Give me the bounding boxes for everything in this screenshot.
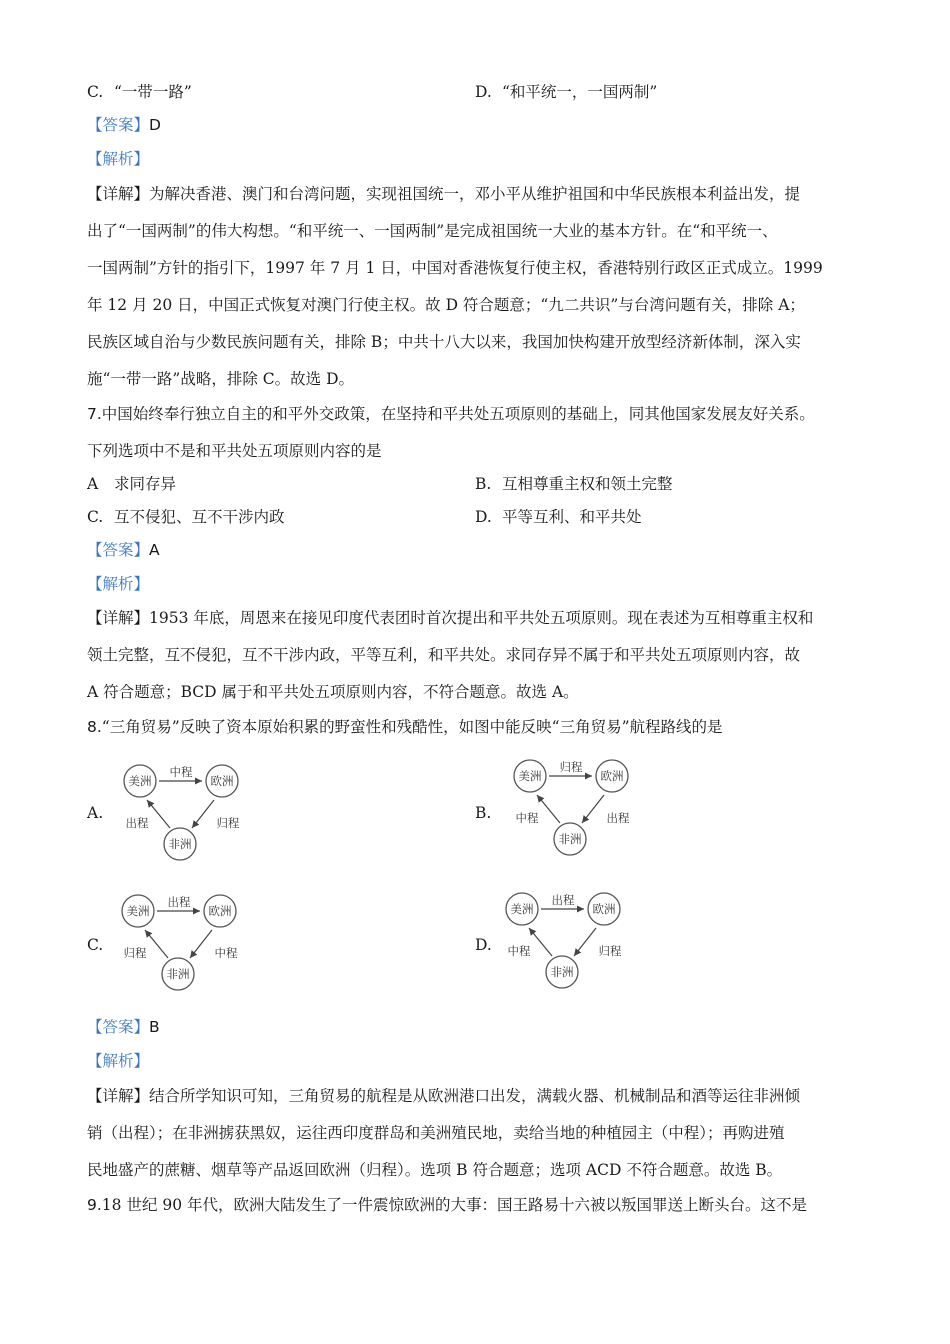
q8-stem xyxy=(87,717,723,737)
q8-detail-line-1 xyxy=(87,1086,800,1106)
option-text: 互相尊重主权和领土完整 xyxy=(501,475,673,493)
node-africa-label: 非洲 xyxy=(166,967,190,981)
answer-tag: 【答案】 xyxy=(87,541,150,559)
stem-text: 18 世纪 90 年代，欧洲大陆发生了一件震惊欧洲的大事：国王路易十六被以叛国罪送上断头台。这不是 xyxy=(101,1196,808,1214)
q6-analysis-tag xyxy=(87,149,149,169)
arrow-left xyxy=(147,800,170,828)
diagram-c xyxy=(113,888,253,996)
q7-stem-line-1 xyxy=(87,404,815,424)
q6-detail-line-4: 年 12 月 20 日，中国正式恢复对澳门行使主权。故 D 符合题意；“九二共识”与台湾问题有关，排除 A； xyxy=(87,296,805,314)
q7-stem-line-2: 下列选项中不是和平共处五项原则内容的是 xyxy=(87,442,382,460)
route-top-label: 出程 xyxy=(551,893,575,907)
diagram-d-letter: D. xyxy=(475,936,492,954)
analysis-tag: 【解析】 xyxy=(87,150,150,168)
q6-answer xyxy=(87,115,161,135)
arrow-left xyxy=(537,795,560,823)
q8-analysis-tag xyxy=(87,1051,149,1071)
question-number: 7. xyxy=(87,405,102,423)
q7-detail-line-2: 领土完整，互不侵犯，互不干涉内政，平等互利，和平共处。求同存异不属于和平共处五项原则内容，故 xyxy=(87,646,801,664)
route-right-label: 归程 xyxy=(216,816,240,830)
node-europe-label: 欧洲 xyxy=(210,774,234,788)
route-right-label: 出程 xyxy=(606,811,630,825)
node-europe-label: 欧洲 xyxy=(208,904,232,918)
stem-text: “三角贸易”反映了资本原始积累的野蛮性和残酷性，如图中能反映“三角贸易”航程路线的是 xyxy=(101,718,723,736)
q6-option-c xyxy=(87,82,192,102)
arrow-left xyxy=(145,930,168,958)
detail-text: 1953 年底，周恩来在接见印度代表团时首次提出和平共处五项原则。现在表述为互相尊重主权和 xyxy=(149,609,814,627)
node-america-label: 美洲 xyxy=(126,904,150,918)
detail-tag: 【详解】 xyxy=(87,185,150,203)
option-letter: B. xyxy=(475,475,492,493)
answer-tag: 【答案】 xyxy=(87,1018,150,1036)
q8-detail-line-3: 民地盛产的蔗糖、烟草等产品返回欧洲（归程）。选项 B 符合题意；选项 ACD 不符合题意。故选 B。 xyxy=(87,1161,783,1179)
option-text: 平等互利、和平共处 xyxy=(501,508,642,526)
q7-detail-line-1 xyxy=(87,608,813,628)
detail-tag: 【详解】 xyxy=(87,609,150,627)
node-africa-label: 非洲 xyxy=(550,965,574,979)
analysis-tag: 【解析】 xyxy=(87,1052,150,1070)
q7-option-c xyxy=(87,507,284,527)
q8-answer xyxy=(87,1017,160,1037)
option-letter: C. xyxy=(87,508,104,526)
node-africa-label: 非洲 xyxy=(168,837,192,851)
q6-detail-line-3: 一国两制”方针的指引下，1997 年 7 月 1 日，中国对香港恢复行使主权，香港特别行政区正式成立。1999 xyxy=(87,259,823,277)
node-europe-label: 欧洲 xyxy=(592,902,616,916)
q6-detail-line-2: 出了“一国两制”的伟大构想。“和平统一、一国两制”是完成祖国统一大业的基本方针。在“和平统一、 xyxy=(87,222,778,240)
diagram-b xyxy=(505,753,645,861)
route-right-label: 归程 xyxy=(598,944,622,958)
answer-tag: 【答案】 xyxy=(87,116,150,134)
option-text: 互不侵犯、互不干涉内政 xyxy=(113,508,285,526)
route-right-label: 中程 xyxy=(214,946,238,960)
node-africa-label: 非洲 xyxy=(558,832,582,846)
question-number: 9. xyxy=(87,1196,102,1214)
diagram-a xyxy=(115,758,255,866)
diagram-b-letter: B. xyxy=(475,804,492,822)
q8-detail-line-2: 销（出程）；在非洲掳获黑奴，运往西印度群岛和美洲殖民地，卖给当地的种植园主（中程）；再购进殖 xyxy=(87,1124,785,1142)
detail-text: 结合所学知识可知，三角贸易的航程是从欧洲港口出发，满载火器、机械制品和酒等运往非洲倾 xyxy=(149,1087,801,1105)
q6-detail-line-5: 民族区域自治与少数民族问题有关，排除 B；中共十八大以来，我国加快构建开放型经济新体制，深入实 xyxy=(87,333,801,351)
option-letter: A xyxy=(87,475,99,493)
q7-option-a xyxy=(87,474,176,494)
node-america-label: 美洲 xyxy=(518,769,542,783)
option-letter: D. xyxy=(475,508,492,526)
analysis-tag: 【解析】 xyxy=(87,575,150,593)
q6-option-d xyxy=(475,82,657,102)
route-top-label: 出程 xyxy=(167,895,191,909)
arrow-right xyxy=(192,800,214,828)
diagram-a-letter: A. xyxy=(87,804,104,822)
arrow-right xyxy=(190,930,212,958)
q7-option-b xyxy=(475,474,672,494)
q7-answer xyxy=(87,540,160,560)
answer-value: D xyxy=(149,116,161,134)
option-text: 求同存异 xyxy=(113,475,176,493)
route-top-label: 中程 xyxy=(169,765,193,779)
arrow-right xyxy=(582,795,604,823)
arrow-right xyxy=(574,928,596,956)
stem-text: 中国始终奉行独立自主的和平外交政策，在坚持和平共处五项原则的基础上，同其他国家发展友好关系。 xyxy=(101,405,815,423)
q6-detail-line-6: 施“一带一路”战略，排除 C。故选 D。 xyxy=(87,370,354,388)
route-left-label: 中程 xyxy=(515,811,539,825)
detail-text: 为解决香港、澳门和台湾问题，实现祖国统一，邓小平从维护祖国和中华民族根本利益出发，提 xyxy=(149,185,801,203)
node-europe-label: 欧洲 xyxy=(600,769,624,783)
q7-detail-line-3: A 符合题意；BCD 属于和平共处五项原则内容，不符合题意。故选 A。 xyxy=(87,683,579,701)
diagram-c-letter: C. xyxy=(87,936,104,954)
option-letter: C. xyxy=(87,83,104,101)
q7-analysis-tag xyxy=(87,574,149,594)
question-number: 8. xyxy=(87,718,102,736)
option-text: “和平统一，一国两制” xyxy=(501,83,658,101)
answer-value: A xyxy=(149,541,160,559)
option-text: “一带一路” xyxy=(113,83,192,101)
detail-tag: 【详解】 xyxy=(87,1087,150,1105)
q9-stem xyxy=(87,1195,807,1215)
q7-option-d xyxy=(475,507,641,527)
arrow-left xyxy=(529,928,552,956)
option-letter: D. xyxy=(475,83,492,101)
node-america-label: 美洲 xyxy=(128,774,152,788)
diagram-d xyxy=(497,886,637,994)
node-america-label: 美洲 xyxy=(510,902,534,916)
route-left-label: 中程 xyxy=(507,944,531,958)
route-left-label: 出程 xyxy=(125,816,149,830)
route-left-label: 归程 xyxy=(123,946,147,960)
answer-value: B xyxy=(149,1018,160,1036)
route-top-label: 归程 xyxy=(559,760,583,774)
q6-detail-line-1 xyxy=(87,184,800,204)
